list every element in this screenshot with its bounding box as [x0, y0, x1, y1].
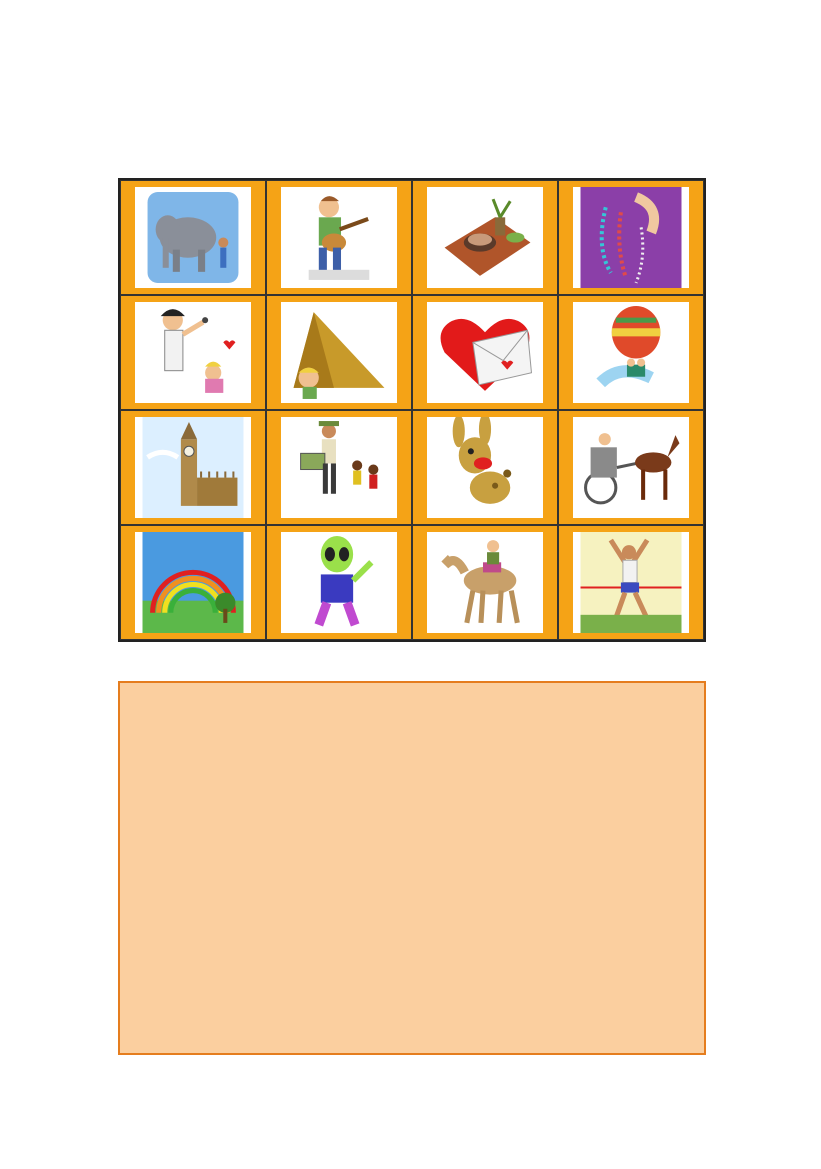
picture-cell: [412, 410, 558, 525]
picture-cell: [412, 180, 558, 295]
picture-cell: [558, 180, 704, 295]
picture-cell: [266, 525, 412, 640]
race-winner-icon: [573, 532, 689, 633]
picture-cell: [412, 525, 558, 640]
picture-cell: [120, 180, 266, 295]
picture-grid: [118, 178, 706, 642]
picture-cell: [120, 295, 266, 410]
guitar-player-icon: [281, 187, 397, 288]
elephant-icon: [135, 187, 251, 288]
tent-icon: [281, 302, 397, 403]
worksheet-box: [118, 681, 706, 1055]
volunteer-icon: [281, 417, 397, 518]
picture-cell: [120, 525, 266, 640]
picture-cell: [412, 295, 558, 410]
alien-icon: [281, 532, 397, 633]
picture-cell: [558, 295, 704, 410]
page-title: [186, 100, 633, 180]
horse-carriage-icon: [573, 417, 689, 518]
picture-cell: [266, 410, 412, 525]
picture-cell: [266, 180, 412, 295]
hot-air-balloon-icon: [573, 302, 689, 403]
picture-cell: [558, 525, 704, 640]
pop-star-icon: [135, 302, 251, 403]
picture-cell: [558, 410, 704, 525]
japanese-food-icon: [427, 187, 543, 288]
love-letter-icon: [427, 302, 543, 403]
big-ben-icon: [135, 417, 251, 518]
picture-cell: [120, 410, 266, 525]
rainbow-icon: [135, 532, 251, 633]
picture-cell: [266, 295, 412, 410]
camel-icon: [427, 532, 543, 633]
stray-dog-icon: [427, 417, 543, 518]
jewellery-icon: [573, 187, 689, 288]
